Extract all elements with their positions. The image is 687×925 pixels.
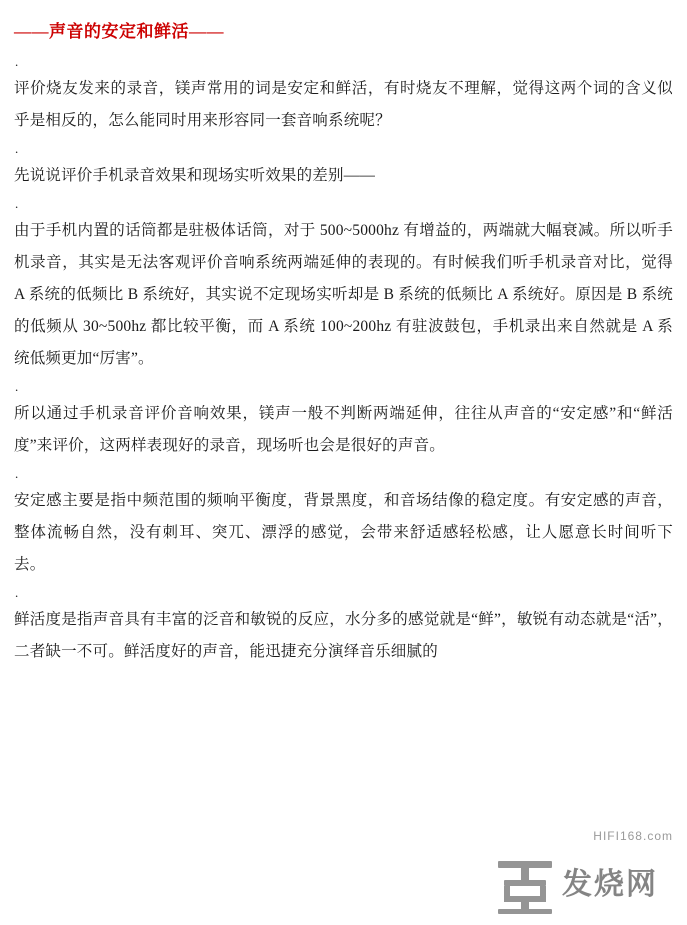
paragraph-6: 鲜活度是指声音具有丰富的泛音和敏锐的反应，水分多的感觉就是“鲜”，敏锐有动态就是“活”，二者缺一不可。鲜活度好的声音，能迅捷充分演绎音乐细腻的 bbox=[14, 611, 673, 660]
separator-dot: . bbox=[15, 54, 19, 69]
paragraph-1: 评价烧友发来的录音，镁声常用的词是安定和鲜活，有时烧友不理解，觉得这两个词的含义似乎是相反的，怎么能同时用来形容同一套音响系统呢？ bbox=[14, 80, 673, 129]
paragraph-5: 安定感主要是指中频范围的频响平衡度，背景黑度，和音场结像的稳定度。有安定感的声音，整体流畅自然，没有刺耳、突兀、漂浮的感觉，会带来舒适感轻松感，让人愿意长时间听下去。 bbox=[14, 492, 673, 573]
separator-dot: . bbox=[15, 379, 19, 394]
watermark bbox=[494, 829, 679, 921]
separator-dot: . bbox=[15, 141, 19, 156]
paragraph-3: 由于手机内置的话筒都是驻极体话筒，对于 500~5000hz 有增益的，两端就大幅衰减。所以听手机录音，其实是无法客观评价音响系统两端延伸的表现的。有时候我们听手机录音对比，觉得 A 系统的低频比 B 系统好，其实说不定现场实听却是 B 系统的低频比 A 系统好。原因是 B 系统的低频从 30~500hz 都比较平衡，而 A 系统 100~200hz 有驻波鼓包，手机录出来自然就是 A 系统低频更加“厉害”。 bbox=[14, 222, 673, 367]
separator-dot: . bbox=[15, 196, 19, 211]
watermark-site-text: HIFI168.com bbox=[593, 829, 673, 843]
separator-dot: . bbox=[15, 585, 19, 600]
separator-dot: . bbox=[15, 466, 19, 481]
page-title: ——声音的安定和鲜活—— bbox=[14, 22, 224, 41]
paragraph-2: 先说说评价手机录音效果和现场实听效果的差别—— bbox=[14, 167, 376, 184]
paragraph-4: 所以通过手机录音评价音响效果，镁声一般不判断两端延伸，往往从声音的“安定感”和“鲜活度”来评价，这两样表现好的录音，现场听也会是很好的声音。 bbox=[14, 405, 673, 454]
hifi-logo-icon bbox=[494, 855, 556, 917]
watermark-brand-text: 发烧网 bbox=[562, 868, 658, 901]
